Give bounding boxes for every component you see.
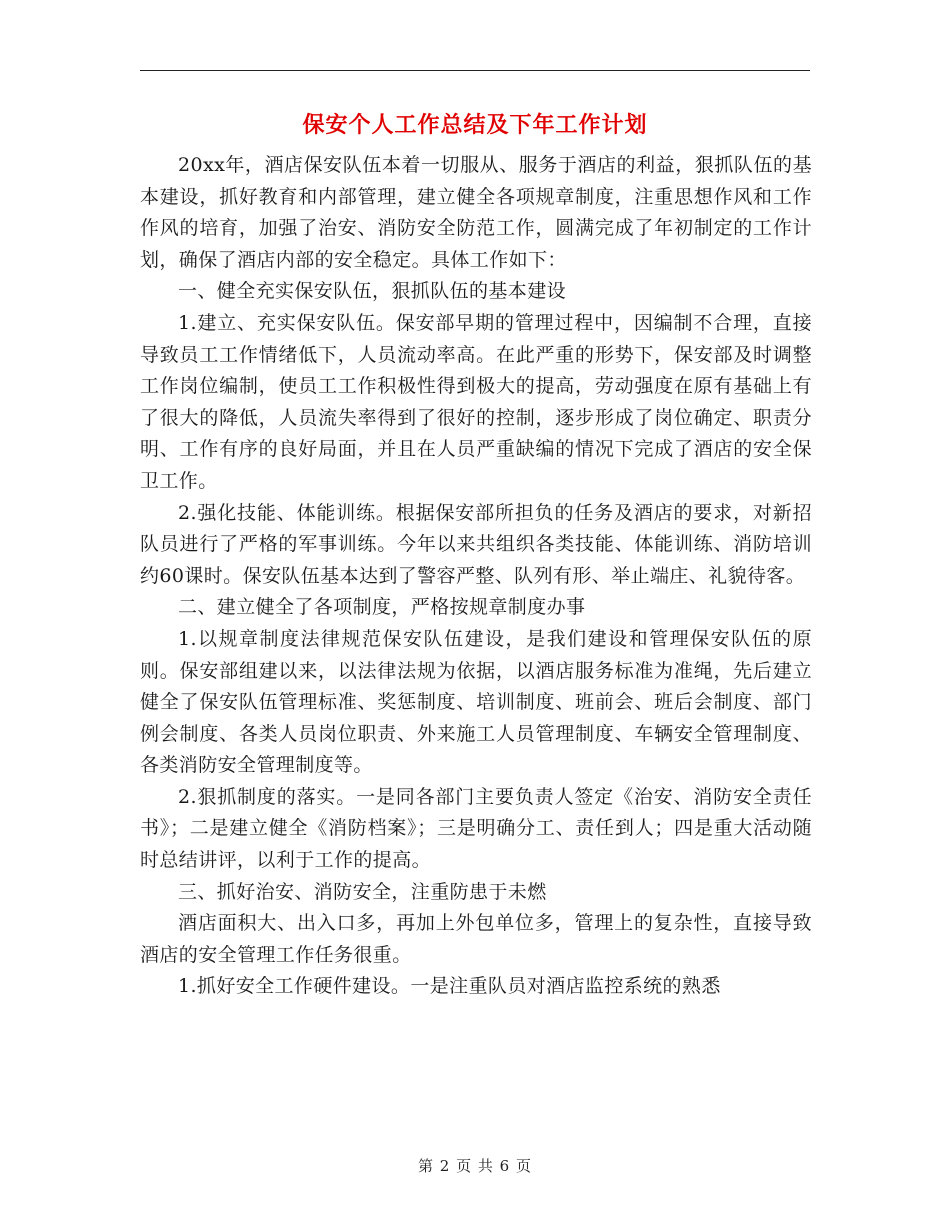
section-heading-1: 一、健全充实保安队伍，狠抓队伍的基本建设 xyxy=(178,280,567,303)
document-body xyxy=(140,150,812,1003)
paragraph-2-2: 2.狠抓制度的落实。一是同各部门主要负责人签定《治安、消防安全责任书》；二是建立健全《消防档案》；三是明确分工、责任到人；四是重大活动随时总结讲评，以利于工作的提高。 xyxy=(140,785,812,872)
header-rule xyxy=(140,70,810,71)
intro-paragraph: 20xx年，酒店保安队伍本着一切服从、服务于酒店的利益，狠抓队伍的基本建设，抓好教育和内部管理，建立健全各项规章制度，注重思想作风和工作作风的培育，加强了治安、消防安全防范工作，圆满完成了年初制定的工作计划，确保了酒店内部的安全稳定。具体工作如下： xyxy=(140,154,812,271)
section-heading-2: 二、建立健全了各项制度，严格按规章制度办事 xyxy=(178,596,586,619)
paragraph-3-intro: 酒店面积大、出入口多，再加上外包单位多，管理上的复杂性，直接导致酒店的安全管理工作任务很重。 xyxy=(140,912,812,966)
paragraph-3-1: 1.抓好安全工作硬件建设。一是注重队员对酒店监控系统的熟悉 xyxy=(178,975,721,998)
document-title: 保安个人工作总结及下年工作计划 xyxy=(302,112,648,138)
paragraph-2-1: 1.以规章制度法律规范保安队伍建设，是我们建设和管理保安队伍的原则。保安部组建以来，以法律法规为依据，以酒店服务标准为准绳，先后建立健全了保安队伍管理标准、奖惩制度、培训制度、班前会、班后会制度、部门例会制度、各类人员岗位职责、外来施工人员管理制度、车辆安全管理制度、各类消防安全管理制度等。 xyxy=(140,627,812,777)
paragraph-1-2: 2.强化技能、体能训练。根据保安部所担负的任务及酒店的要求，对新招队员进行了严格的军事训练。今年以来共组织各类技能、体能训练、消防培训约60课时。保安队伍基本达到了警容严整、队列有形、举止端庄、礼貌待客。 xyxy=(140,501,812,587)
page-number: 第 2 页 共 6 页 xyxy=(418,1157,532,1175)
section-heading-3: 三、抓好治安、消防安全，注重防患于未燃 xyxy=(178,880,547,903)
paragraph-1-1: 1.建立、充实保安队伍。保安部早期的管理过程中，因编制不合理，直接导致员工工作情绪低下，人员流动率高。在此严重的形势下，保安部及时调整工作岗位编制，使员工工作积极性得到极大的提高，劳动强度在原有基础上有了很大的降低，人员流失率得到了很好的控制，逐步形成了岗位确定、职责分明、工作有序的良好局面，并且在人员严重缺编的情况下完成了酒店的安全保卫工作。 xyxy=(140,311,812,492)
